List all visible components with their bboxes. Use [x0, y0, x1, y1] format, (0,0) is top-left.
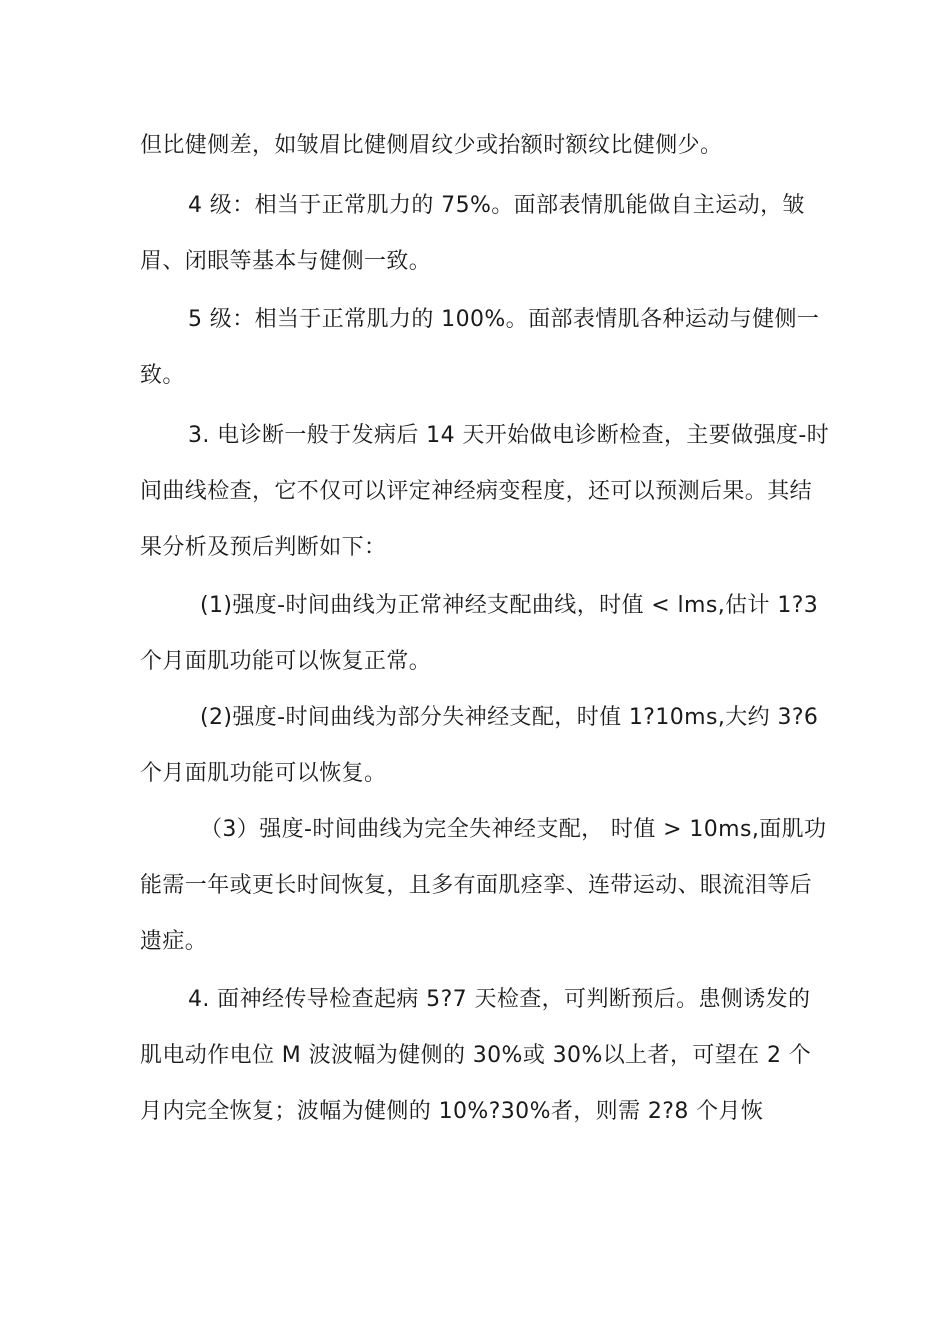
paragraph-electrodiagnosis: 3. 电诊断一般于发病后 14 天开始做电诊断检查，主要做强度-时间曲线检查，它不仅可以评定神经病变程度，还可以预测后果。其结果分析及预后判断如下： [140, 423, 830, 560]
paragraph-item-2: (2)强度-时间曲线为部分失神经支配，时值 1?10ms,大约 3?6 个月面肌功能可以恢复。 [140, 705, 819, 786]
paragraph-grade4: 4 级：相当于正常肌力的 75%。面部表情肌能做自主运动，皱眉、闭眼等基本与健侧一致。 [140, 193, 805, 274]
paragraph-item-3: （3）强度-时间曲线为完全失神经支配， 时值 > 10ms,面肌功能需一年或更长时间恢复，且多有面肌痉挛、连带运动、眼流泪等后遗症。 [140, 817, 827, 954]
paragraph-grade5: 5 级：相当于正常肌力的 100%。面部表情肌各种运动与健侧一致。 [140, 307, 820, 388]
paragraph-item-1: (1)强度-时间曲线为正常神经支配曲线，时值 < lms,估计 1?3 个月面肌功能可以恢复正常。 [140, 593, 819, 674]
paragraph-nerve-conduction: 4. 面神经传导检查起病 5?7 天检查，可判断预后。患侧诱发的肌电动作电位 M 波波幅为健侧的 30%或 30%以上者，可望在 2 个月内完全恢复；波幅为健侧的 10%?30%者，则需 2?8 个月恢 [140, 987, 812, 1124]
paragraph-grade3-continuation: 但比健侧差，如皱眉比健侧眉纹少或抬额时额纹比健侧少。 [140, 133, 723, 158]
